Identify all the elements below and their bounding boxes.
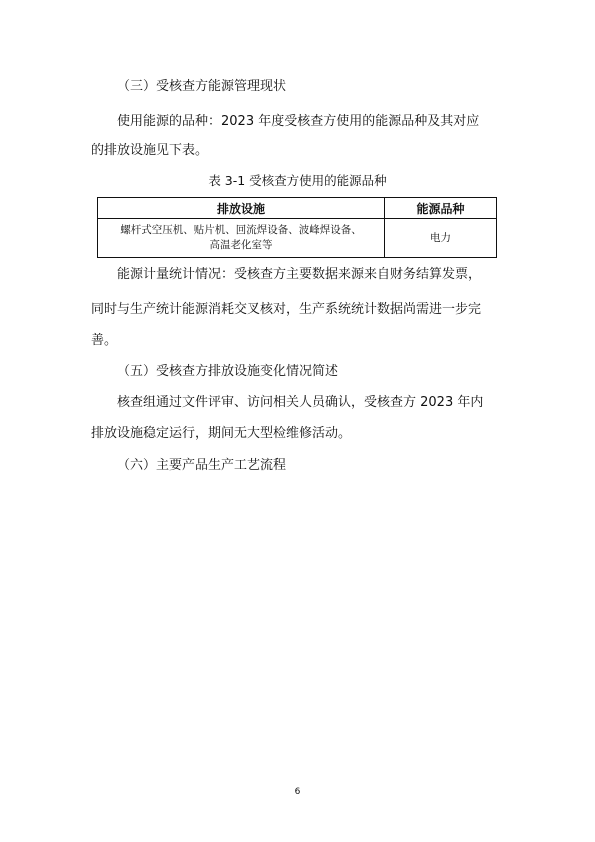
page-number: 6 bbox=[294, 787, 301, 797]
facility-line-2: 高温老化室等 bbox=[209, 239, 273, 251]
section-heading-production-process: （六）主要产品生产工艺流程 bbox=[117, 458, 287, 473]
paragraph-energy-varieties-line-2: 的排放设施见下表。 bbox=[91, 143, 209, 158]
table-header-row bbox=[98, 198, 497, 219]
paragraph-changes-line-1: 核查组通过文件评审、访问相关人员确认，受核查方 2023 年内 bbox=[117, 395, 484, 410]
energy-varieties-table bbox=[97, 197, 497, 258]
table-caption: 表 3-1 受核查方使用的能源品种 bbox=[208, 173, 387, 188]
table-cell-energy: 电力 bbox=[385, 219, 497, 258]
paragraph-measurement-line-1: 能源计量统计情况：受核查方主要数据来源来自财务结算发票， bbox=[117, 267, 482, 282]
paragraph-measurement-line-3: 善。 bbox=[91, 333, 118, 348]
section-heading-energy-management: （三）受核查方能源管理现状 bbox=[117, 79, 287, 94]
table-header-facility: 排放设施 bbox=[98, 198, 385, 219]
facility-line-1: 螺杆式空压机、贴片机、回流焊设备、波峰焊设备、 bbox=[120, 224, 362, 236]
table-row bbox=[98, 219, 497, 258]
paragraph-energy-varieties-line-1: 使用能源的品种：2023 年度受核查方使用的能源品种及其对应 bbox=[117, 114, 480, 129]
table-header-energy: 能源品种 bbox=[385, 198, 497, 219]
table-cell-facility bbox=[98, 219, 385, 258]
section-heading-facility-changes: （五）受核查方排放设施变化情况简述 bbox=[117, 364, 339, 379]
paragraph-changes-line-2: 排放设施稳定运行，期间无大型检维修活动。 bbox=[91, 426, 352, 441]
paragraph-measurement-line-2: 同时与生产统计能源消耗交叉核对，生产系统统计数据尚需进一步完 bbox=[91, 302, 482, 317]
